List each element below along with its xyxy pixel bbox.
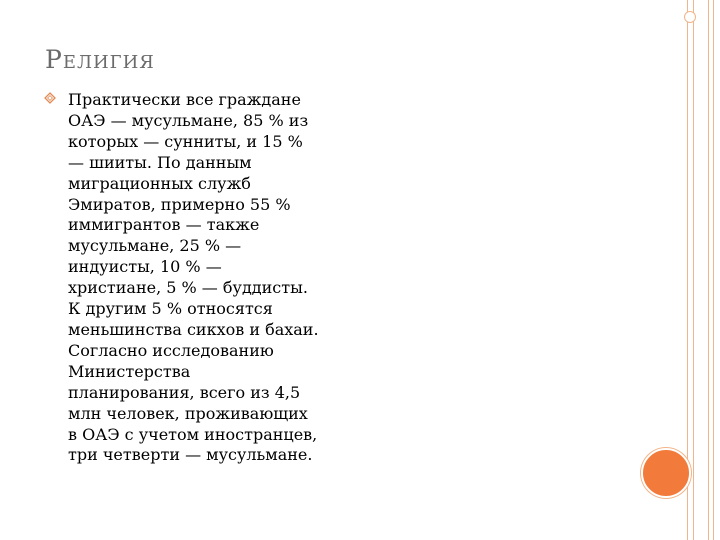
decorative-line xyxy=(713,0,714,540)
diamond-bullet-icon xyxy=(44,92,56,104)
decorative-line xyxy=(708,0,709,540)
title-divider xyxy=(45,80,645,81)
decorative-line xyxy=(693,0,694,540)
decorative-circle-icon xyxy=(641,448,691,498)
decorative-ring-icon xyxy=(684,11,696,23)
slide-title: Религия xyxy=(45,45,155,74)
bullet-text: Практически все граждане ОАЭ — мусульмане, 85 % из которых — сунниты, и 15 % — шииты. По данным миграционных служб Эмиратов, примерно 55 % иммигрантов — также мусульмане, 25 % — индуисты, 10 % — христиане, 5 % — буддисты. К другим 5 % относятся меньшинства сикхов и бахаи. Согласно исследованию Министерства планирования, всего из 4,5 млн человек, проживающих в ОАЭ с учетом иностранцев, три четверти — мусульмане. xyxy=(68,90,319,465)
